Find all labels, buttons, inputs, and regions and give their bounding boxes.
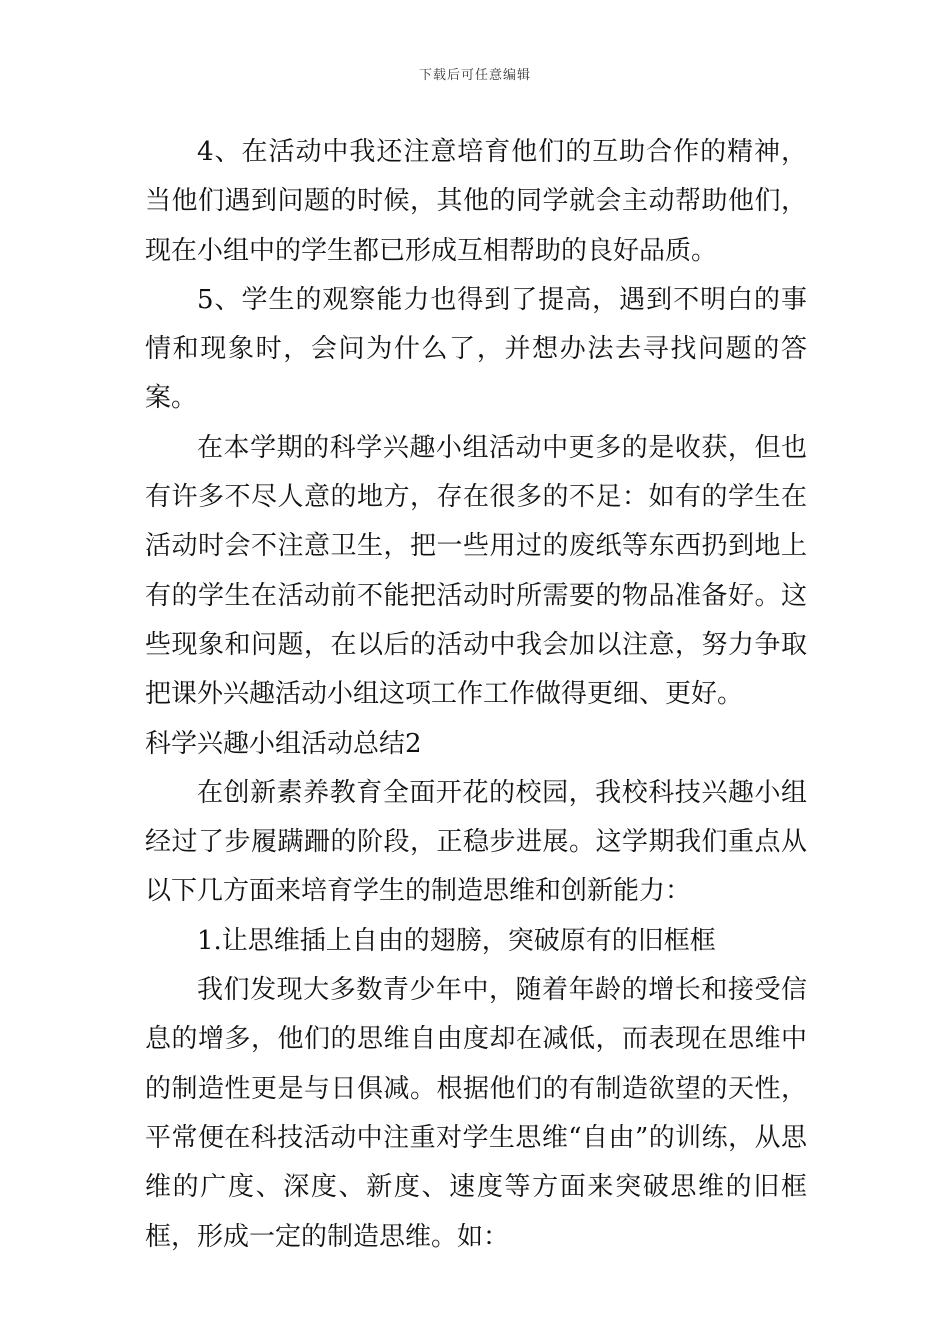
section-heading: 科学兴趣小组活动总结2 [145,728,422,759]
paragraph-item-4: 4、在活动中我还注意培育他们的互助合作的精神，当他们遇到问题的时候，其他的同学就会主动帮助他们，现在小组中的学生都已形成互相帮助的良好品质。 [145,137,807,266]
paragraph-item-5: 5、学生的观察能力也得到了提高，遇到不明白的事情和现象时，会问为什么了，并想办法去寻找问题的答案。 [145,284,807,414]
document-body [145,128,807,1262]
page-header-note: 下载后可任意编辑 [418,68,531,83]
paragraph-shortcomings: 在本学期的科学兴趣小组活动中更多的是收获，但也有许多不尽人意的地方，存在很多的不足：如有的学生在活动时会不注意卫生，把一些用过的废纸等东西扔到地上有的学生在活动前不能把活动时所需要的物品准备好。这些现象和问题，在以后的活动中我会加以注意，努力争取把课外兴趣活动小组这项工作工作做得更细、更好。 [145,432,807,710]
paragraph-intro: 在创新素养教育全面开花的校园，我校科技兴趣小组经过了步履蹒跚的阶段，正稳步进展。这学期我们重点从以下几方面来培育学生的制造思维和创新能力： [145,777,807,907]
paragraph-thinking: 我们发现大多数青少年中，随着年龄的增长和接受信息的增多，他们的思维自由度却在减低，而表现在思维中的制造性更是与日俱减。根据他们的有制造欲望的天性，平常便在科技活动中注重对学生思维“自由”的训练，从思维的广度、深度、新度、速度等方面来突破思维的旧框框，形成一定的制造思维。如： [145,975,807,1252]
paragraph-subheading-1: 1.让思维插上自由的翅膀，突破原有的旧框框 [197,925,716,956]
